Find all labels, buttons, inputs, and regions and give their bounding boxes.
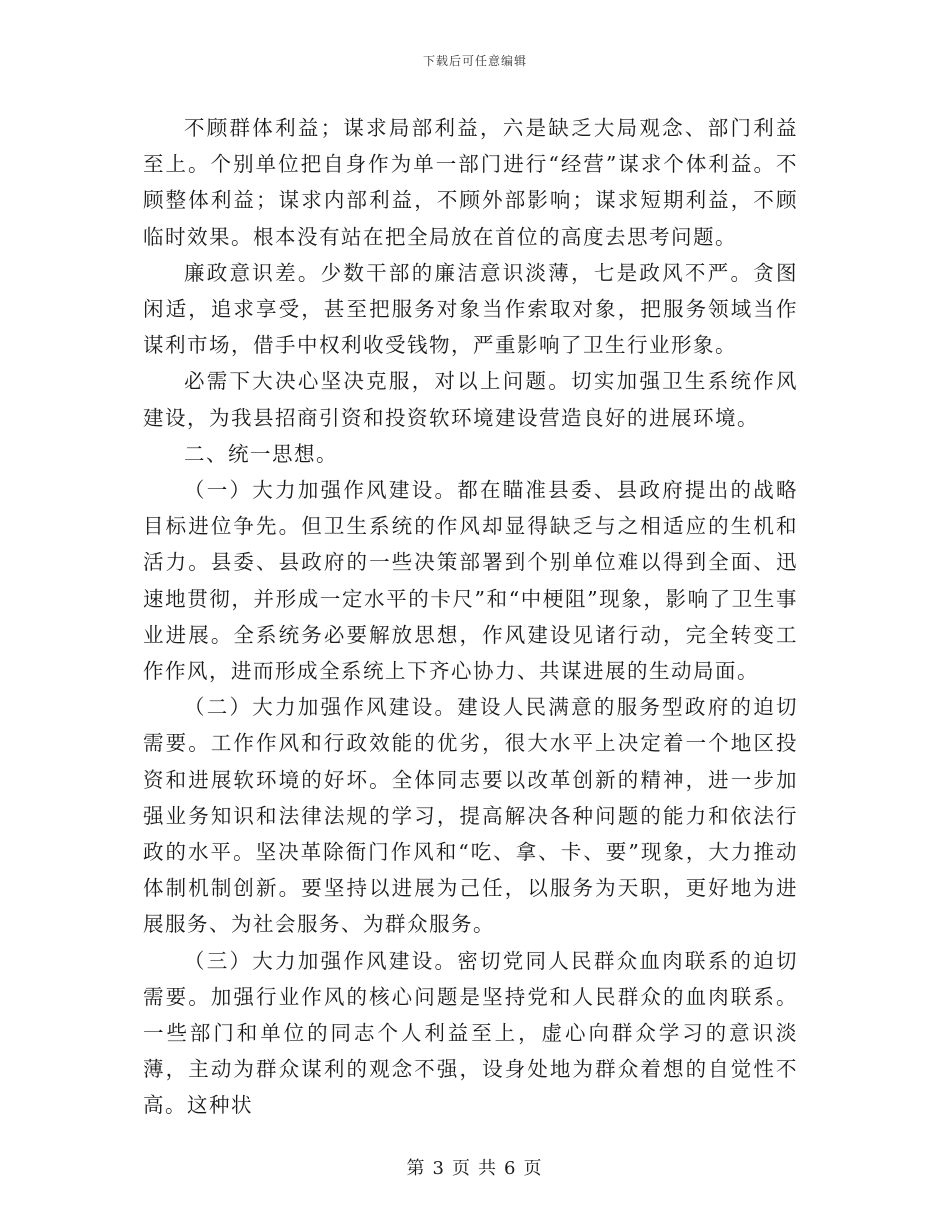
page-label-mid: 页: [452, 1158, 472, 1179]
body-paragraph: 不顾群体利益；谋求局部利益，六是缺乏大局观念、部门利益至上。个别单位把自身作为单一部门进行“经营”谋求个体利益。不顾整体利益；谋求内部利益，不顾外部影响；谋求短期利益，不顾临时效果。根本没有站在把全局放在首位的高度去思考问题。: [143, 116, 798, 249]
page-footer: [0, 1154, 950, 1180]
body-paragraph: （二）大力加强作风建设。建设人民满意的服务型政府的迫切需要。工作作风和行政效能的优劣，很大水平上决定着一个地区投资和进展软环境的好坏。全体同志要以改革创新的精神，进一步加强业务知识和法律法规的学习，提高解决各种问题的能力和依法行政的水平。坚决革除衙门作风和“吃、拿、卡、要”现象，大力推动体制机制创新。要坚持以进展为己任，以服务为天职，更好地为进展服务、为社会服务、为群众服务。: [143, 695, 798, 937]
page-label-prefix: 第: [406, 1158, 427, 1179]
body-paragraph: 廉政意识差。少数干部的廉洁意识淡薄，七是政风不严。贪图闲适，追求享受，甚至把服务对象当作索取对象，把服务领域当作谋利市场，借手中权利收受钱物，严重影响了卫生行业形象。: [143, 260, 798, 358]
total-pages-number: 6: [504, 1158, 518, 1179]
body-paragraph: 必需下大决心坚决克服，对以上问题。切实加强卫生系统作风建设，为我县招商引资和投资软环境建设营造良好的进展环境。: [143, 369, 798, 430]
current-page-number: 3: [432, 1158, 446, 1179]
total-label: 共: [478, 1158, 498, 1179]
document-body: [143, 110, 798, 1124]
page-label-suffix: 页: [523, 1158, 544, 1179]
section-heading: 二、统一思想。: [184, 441, 338, 466]
page-header-note: 下载后可任意编辑: [422, 54, 527, 68]
body-paragraph: （三）大力加强作风建设。密切党同人民群众血肉联系的迫切需要。加强行业作风的核心问题是坚持党和人民群众的血肉联系。一些部门和单位的同志个人利益至上，虚心向群众学习的意识淡薄，主动为群众谋利的观念不强，设身处地为群众着想的自觉性不高。这种状: [143, 948, 798, 1118]
body-paragraph: （一）大力加强作风建设。都在瞄准县委、县政府提出的战略目标进位争先。但卫生系统的作风却显得缺乏与之相适应的生机和活力。县委、县政府的一些决策部署到个别单位难以得到全面、迅速地贯彻，并形成一定水平的卡尺”和“中梗阻”现象，影响了卫生事业进展。全系统务必要解放思想，作风建设见诸行动，完全转变工作作风，进而形成全系统上下齐心协力、共谋进展的生动局面。: [143, 478, 798, 684]
